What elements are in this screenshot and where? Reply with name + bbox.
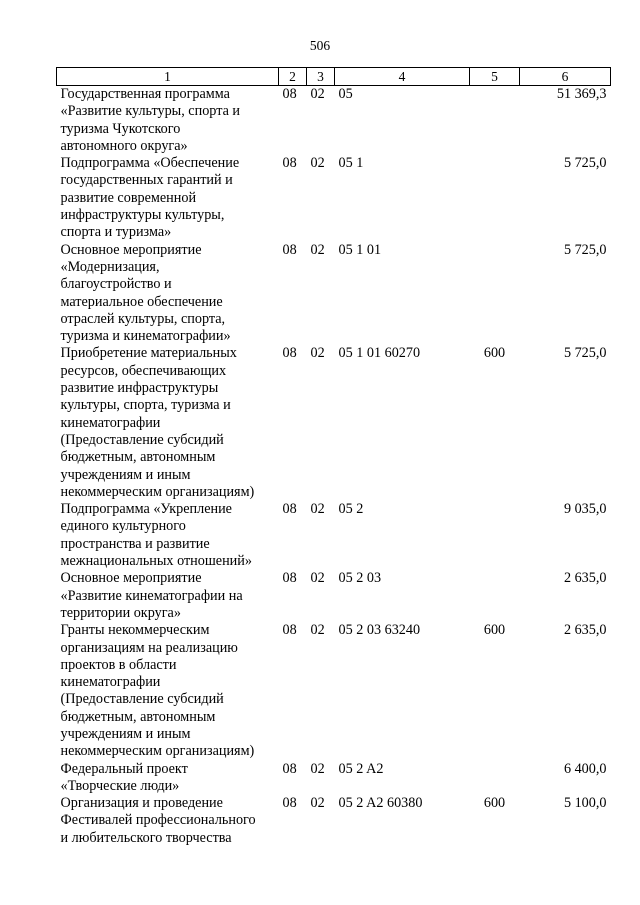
table-row [57, 795, 611, 847]
column-header-target-article: 4 [335, 68, 470, 86]
row-amount: 5 725,0 [563, 155, 607, 172]
row-amount: 5 725,0 [563, 241, 607, 258]
row-section: 08 [282, 241, 297, 258]
row-subsection: 02 [310, 241, 325, 258]
row-amount: 5 725,0 [563, 345, 607, 362]
row-expense-type [470, 761, 520, 796]
row-target-article: 05 1 01 [338, 241, 382, 258]
row-name: Подпрограмма «Укрепление единого культурного пространства и развитие межнациональных отношений» [60, 501, 252, 570]
table-row [57, 501, 611, 570]
row-amount: 51 369,3 [556, 86, 607, 102]
row-amount: 9 035,0 [563, 501, 607, 518]
row-name: Федеральный проект «Творческие люди» [60, 760, 188, 794]
row-expense-type [470, 570, 520, 622]
column-header-expense-type: 5 [470, 68, 520, 86]
row-subsection: 02 [310, 795, 325, 812]
row-section: 08 [282, 795, 297, 812]
row-name: Подпрограмма «Обеспечение государственных гарантий и развитие современной инфраструктуры культуры, спорта и туризма» [60, 155, 240, 241]
row-amount: 5 100,0 [563, 795, 607, 812]
table-row [57, 86, 611, 156]
row-subsection: 02 [310, 501, 325, 518]
row-subsection: 02 [310, 155, 325, 172]
row-section: 08 [282, 86, 297, 102]
row-target-article: 05 1 01 60270 [338, 345, 421, 362]
row-name: Организация и проведение Фестивалей профессионального и любительского творчества [60, 795, 256, 846]
row-subsection: 02 [310, 86, 325, 102]
row-target-article: 05 2 03 63240 [338, 622, 421, 639]
row-expense-type [470, 501, 520, 570]
row-expense-type [470, 242, 520, 346]
column-header-name: 1 [57, 68, 279, 86]
table-row [57, 155, 611, 241]
row-target-article: 05 2 [338, 501, 364, 518]
row-expense-type [470, 155, 520, 241]
row-expense-type [470, 86, 520, 156]
row-name: Государственная программа «Развитие культуры, спорта и туризма Чукотского автономного округа» [60, 86, 241, 154]
row-section: 08 [282, 622, 297, 639]
row-section: 08 [282, 345, 297, 362]
row-amount: 6 400,0 [563, 760, 607, 777]
column-header-subsection: 3 [307, 68, 335, 86]
row-section: 08 [282, 501, 297, 518]
table-row [57, 622, 611, 760]
table-header [57, 68, 611, 86]
row-name: Приобретение материальных ресурсов, обеспечивающих развитие инфраструктуры культуры, спорта, туризма и кинематографии (Предоставление субсидий бюджетным, автономным учреждениям и иным некоммерческим организациям) [60, 345, 255, 500]
row-expense-type: 600 [483, 622, 506, 639]
table-row [57, 345, 611, 501]
row-name: Основное мероприятие «Модернизация, благоустройство и материальное обеспечение отраслей культуры, спорта, туризма и кинематографии» [60, 241, 231, 345]
row-subsection: 02 [310, 570, 325, 587]
row-target-article: 05 2 A2 60380 [338, 795, 423, 812]
row-subsection: 02 [310, 345, 325, 362]
table-row [57, 761, 611, 796]
row-expense-type: 600 [483, 795, 506, 812]
table-row [57, 570, 611, 622]
header-row [57, 68, 611, 86]
column-header-amount: 6 [520, 68, 611, 86]
table-body [57, 86, 611, 848]
row-target-article: 05 [338, 86, 353, 102]
row-amount: 2 635,0 [563, 622, 607, 639]
table-row [57, 242, 611, 346]
row-target-article: 05 2 A2 [338, 760, 384, 777]
column-header-section: 2 [279, 68, 307, 86]
row-subsection: 02 [310, 760, 325, 777]
row-section: 08 [282, 570, 297, 587]
row-expense-type: 600 [483, 345, 506, 362]
row-subsection: 02 [310, 622, 325, 639]
row-target-article: 05 2 03 [338, 570, 382, 587]
row-section: 08 [282, 155, 297, 172]
row-name: Гранты некоммерческим организациям на реализацию проектов в области кинематографии (Предоставление субсидий бюджетным, автономным учреждениям и иным некоммерческим организациям) [60, 622, 255, 760]
row-section: 08 [282, 760, 297, 777]
row-amount: 2 635,0 [563, 570, 607, 587]
row-name: Основное мероприятие «Развитие кинематографии на территории округа» [60, 570, 243, 621]
budget-table [56, 67, 611, 847]
row-target-article: 05 1 [338, 155, 364, 172]
page-number: 506 [309, 38, 331, 53]
